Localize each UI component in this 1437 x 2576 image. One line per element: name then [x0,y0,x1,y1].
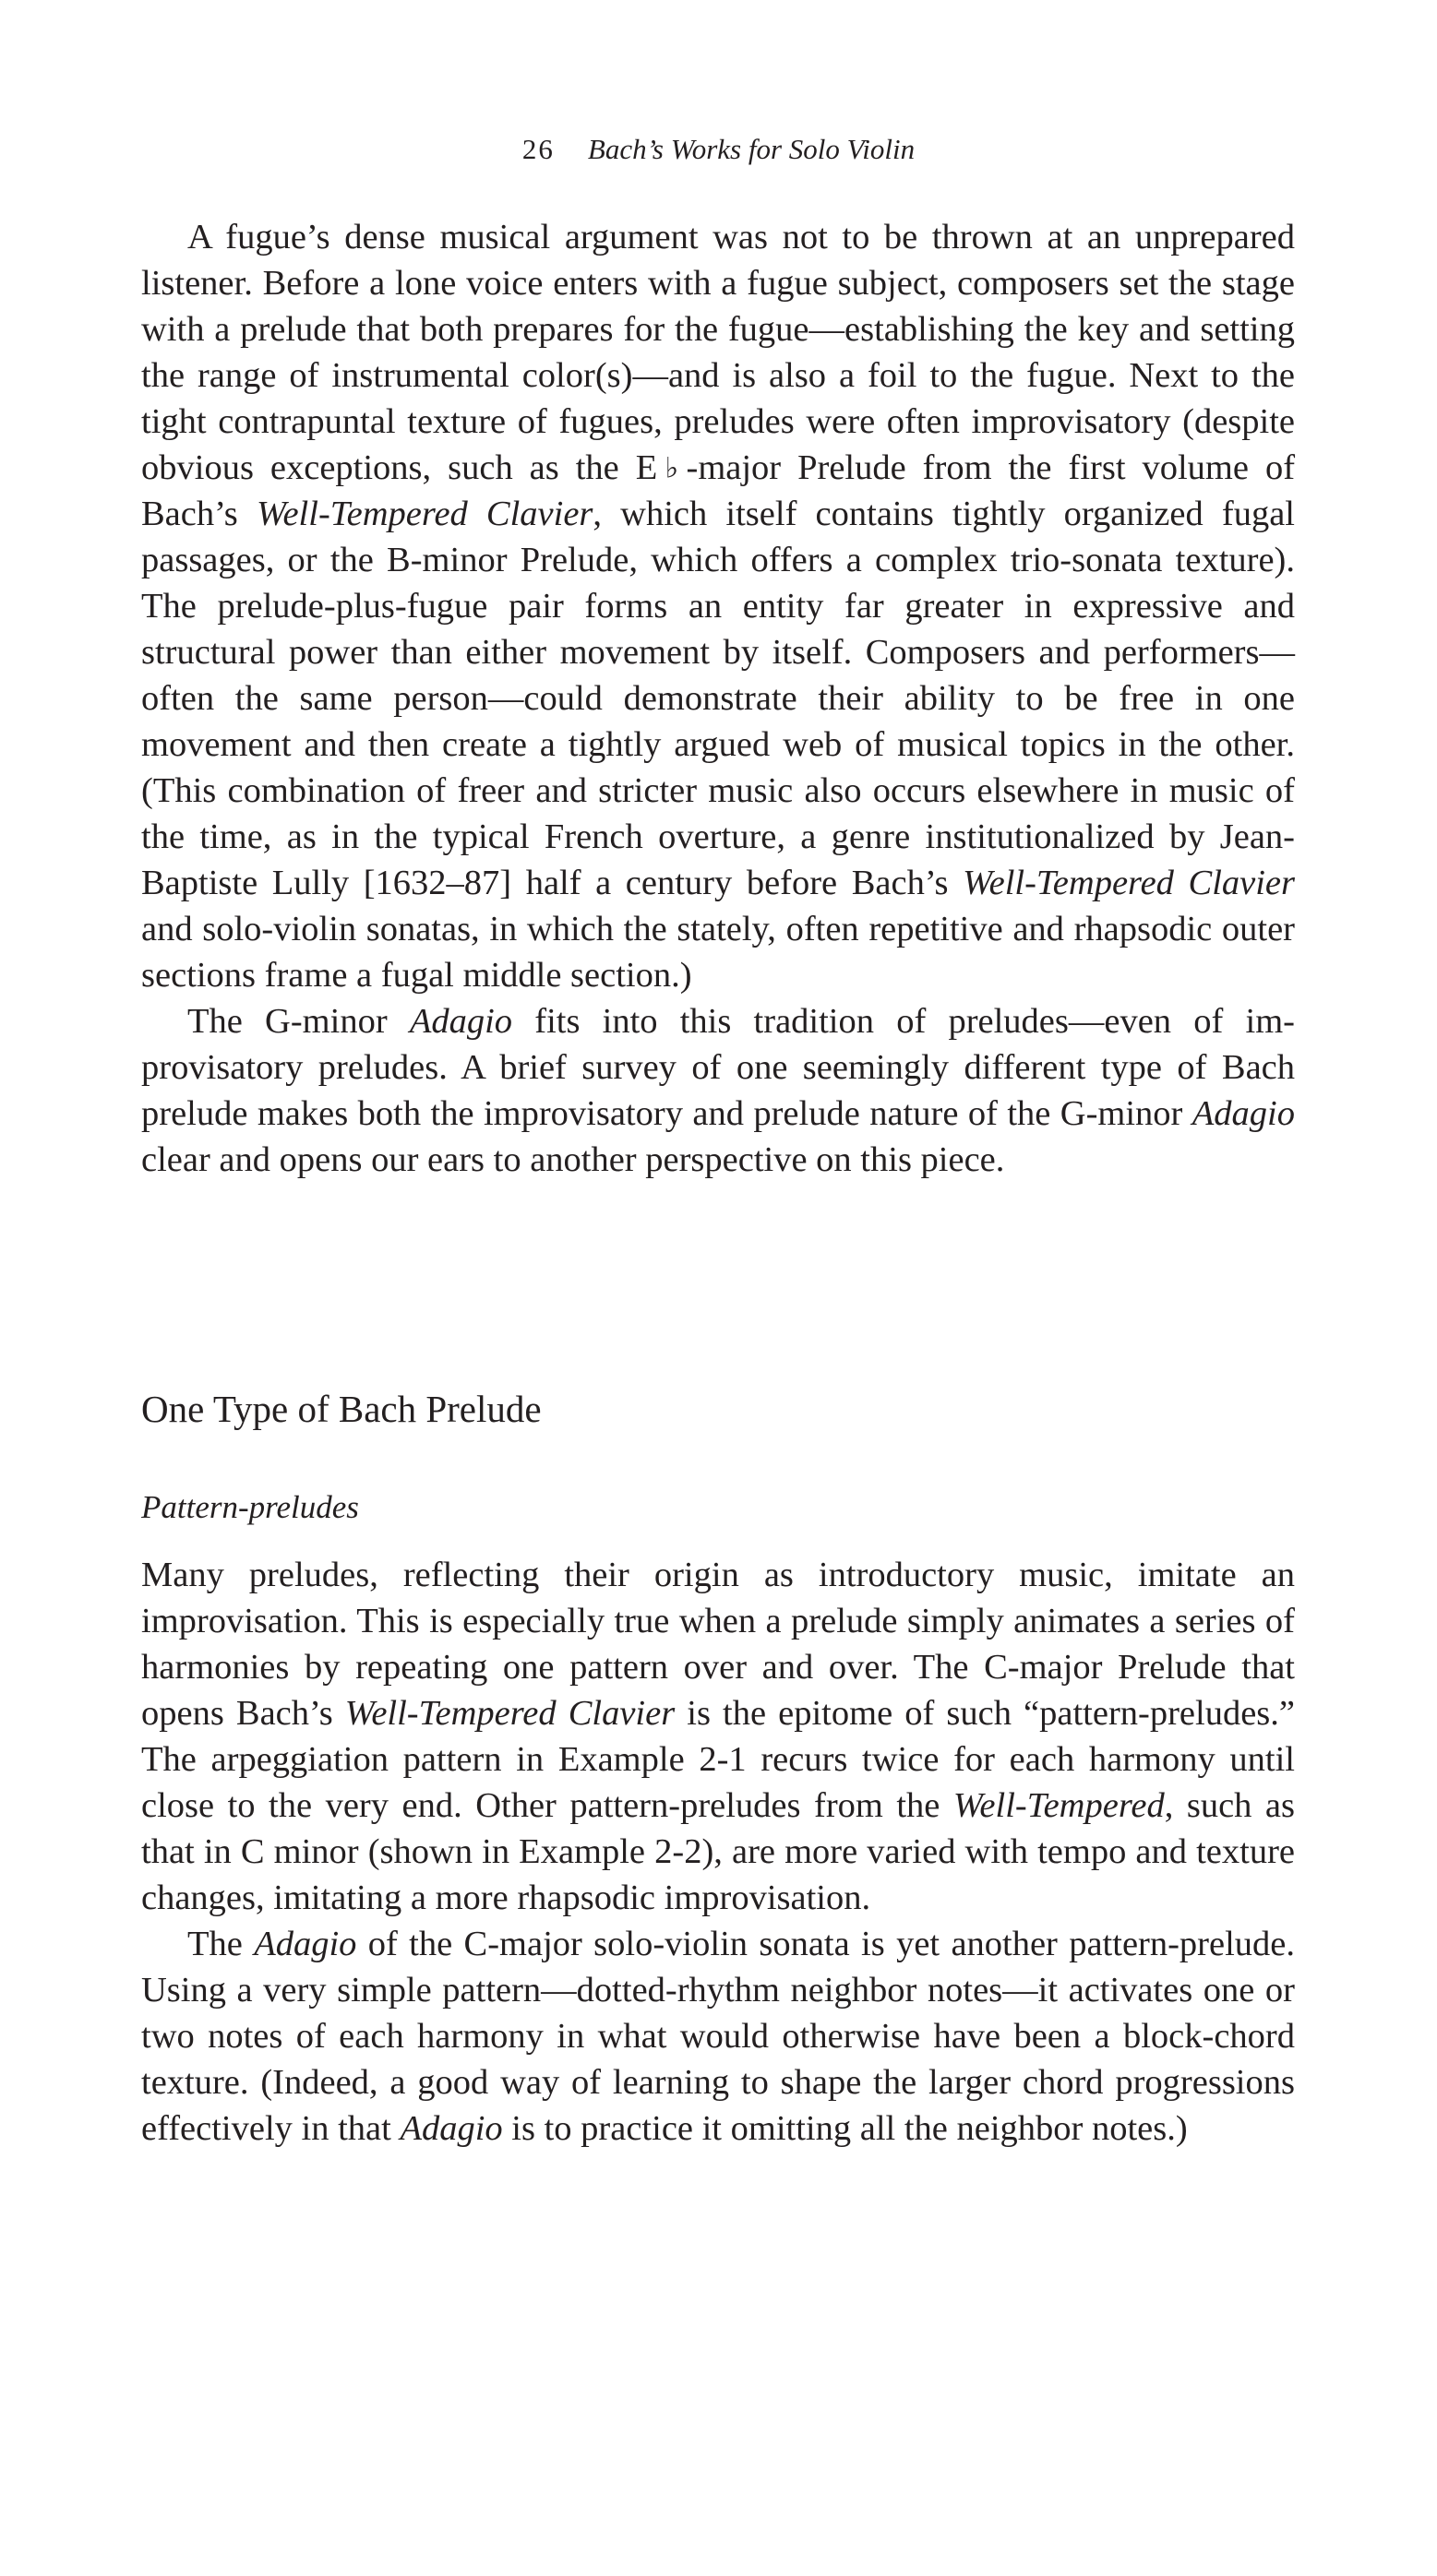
text-run: is to practice it omitting all the neighbor notes.) [502,2109,1188,2148]
section-heading: One Type of Bach Prelude [141,1388,542,1430]
italic-title: Well-Tempered Clavier [256,495,593,534]
paragraph-pattern-preludes [141,1552,1295,1921]
text-run: Many preludes, reflecting their origin as introductory music, imitate an improvisation. This is especially true when a prelude simply animates a series of harmonies by repeating one pattern over and over. The C-major Prelude that opens Bach’s [141,1556,1295,1733]
text-run: -major Prelude from the first volume of Bach’s [141,448,1296,534]
text-run: of the C-major solo-violin sonata is yet another pattern-prelude. Using a very simple pattern—dotted-rhythm neighbor notes—it activates one or two notes of each harmony in what would otherwise have been a block-chord texture. (Indeed, a good way of learning to shape the larger chord progressions effectively in that [141,1925,1295,2148]
flat-sign: ♭ [657,452,687,484]
text-run: is the epitome of such “pattern-preludes.” The arpeggiation pattern in Example 2-1 recurs twice for each harmony until close to the very end. Other pattern-preludes from the [141,1694,1295,1825]
page-number: 26 [521,133,555,165]
paragraph-c-major-adagio [141,1921,1295,2152]
text-run: , such as that in C minor (shown in Example 2-2), are more varied with tempo and texture changes, imitating a more rhapsodic improvisation. [141,1786,1295,1917]
text-run: , which itself contains tightly organized fugal passages, or the B-minor Prelude, which offers a complex trio-sonata texture). The prelude-plus-fugue pair forms an entity far greater in expressive and structural power than either movement by itself. Composers and performers—often the same person—could demonstrate their ability to be free in one movement and then create a tightly argued web of musical topics in the other. (This combination of freer and stricter music also occurs elsewhere in music of the time, as in the typical French overture, a genre institutionalized by Jean-Baptiste Lully [1632–87] half a century before Bach’s [141,495,1295,903]
italic-title: Well-Tempered [952,1786,1165,1825]
subsection-heading: Pattern-preludes [141,1489,359,1525]
running-head [0,131,1437,168]
italic-title: Adagio [400,2109,503,2148]
paragraph-g-minor-adagio [141,998,1295,1183]
text-run: The [187,1925,255,1963]
italic-title: Well-Tempered Clavier [963,864,1295,903]
italic-title: Adagio [254,1925,357,1963]
text-run: and solo-violin sonatas, in which the stately, often repetitive and rhapsodic outer sections frame a fugal middle section.) [141,910,1295,996]
italic-title: Adagio [1192,1094,1295,1134]
book-title: Bach’s Works for Solo Violin [587,133,916,165]
italic-title: Adagio [409,1002,513,1042]
text-run: clear and opens our ears to another perspective on this piece. [141,1140,1005,1180]
italic-title: Well-Tempered Clavier [344,1694,676,1733]
text-run: The G-minor [187,1002,410,1042]
paragraph-fugue-prelude [141,214,1295,998]
text-run: A fugue’s dense musical argument was not to be thrown at an unprepared listener. Before a lone voice enters with a fugue subject, composers set the stage with a prelude that both prepares for the fugue—establishing the key and setting the range of instrumental color(s)—and is also a foil to the fugue. Next to the tight contrapuntal texture of fugues, preludes were often improvisatory (despite obvious exceptions, such as the E [141,218,1295,487]
text-run: fits into this tradition of preludes—even of improvisatory preludes. A brief survey of one seemingly different type of Bach prelude makes both the improvisatory and prelude nature of the G-minor [141,1002,1295,1134]
pattern-preludes-text-block [141,1552,1295,2152]
intro-text-block [141,214,1295,1183]
